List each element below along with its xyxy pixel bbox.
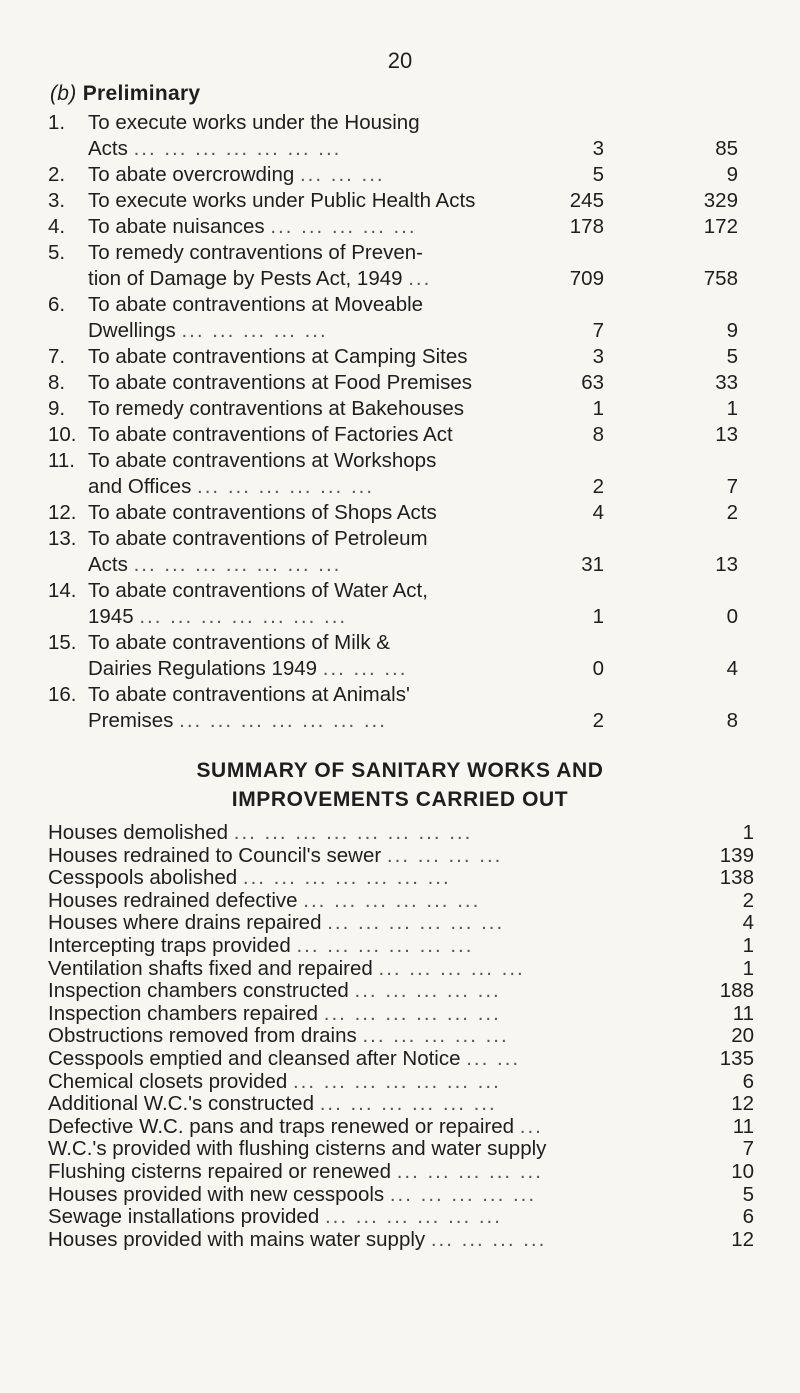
preliminary-item xyxy=(48,292,748,344)
item-description-line xyxy=(88,136,528,162)
summary-row xyxy=(48,822,754,845)
preliminary-item xyxy=(48,396,748,422)
item-description-line xyxy=(88,422,528,448)
item-value-second: 33 xyxy=(715,371,738,394)
summary-label xyxy=(48,935,698,958)
summary-label xyxy=(48,1003,698,1026)
preliminary-item xyxy=(48,682,748,734)
item-value-first: 4 xyxy=(592,501,604,524)
summary-row xyxy=(48,1229,754,1252)
summary-heading-line1: SUMMARY OF SANITARY WORKS AND xyxy=(196,759,604,782)
summary-value: 6 xyxy=(742,1069,754,1093)
summary-value: 12 xyxy=(731,1092,754,1116)
item-description xyxy=(88,162,528,188)
summary-label xyxy=(48,1161,698,1184)
item-description-text: tion of Damage by Pests Act, 1949 xyxy=(88,267,403,290)
item-description-text: Premises xyxy=(88,709,174,732)
item-description-text: To remedy contraventions of Preven- xyxy=(88,241,423,264)
leader-dots: ... ... ... ... ... ... ... xyxy=(139,605,348,628)
item-value-second: 329 xyxy=(703,189,738,212)
summary-label-text: Ventilation shafts fixed and repaired xyxy=(48,957,373,980)
item-description-line xyxy=(88,396,528,422)
leader-dots: ... ... ... ... ... ... xyxy=(303,889,481,912)
summary-label xyxy=(48,912,698,935)
summary-row xyxy=(48,935,754,958)
item-description-text: To abate contraventions of Factories Act xyxy=(88,423,453,446)
leader-dots: ... ... ... ... ... xyxy=(270,215,417,238)
item-value-second: 7 xyxy=(726,475,738,498)
item-value-first: 0 xyxy=(592,657,604,680)
item-value-second: 9 xyxy=(726,319,738,342)
item-number: 5. xyxy=(48,241,66,264)
summary-value: 1 xyxy=(742,956,754,980)
item-description-text: Acts xyxy=(88,137,128,160)
summary-heading xyxy=(0,756,800,814)
summary-value: 10 xyxy=(731,1159,754,1183)
preliminary-item xyxy=(48,422,748,448)
item-value-first: 8 xyxy=(592,423,604,446)
item-description-text: To execute works under Public Health Acts xyxy=(88,189,476,212)
preliminary-item xyxy=(48,110,748,162)
leader-dots: ... ... ... ... ... xyxy=(389,1183,537,1206)
summary-row xyxy=(48,1161,754,1184)
item-value-second: 1 xyxy=(726,397,738,420)
item-description-line xyxy=(88,188,528,214)
item-description-text: To abate contraventions at Workshops xyxy=(88,449,437,472)
preliminary-item xyxy=(48,214,748,240)
summary-label-text: Houses redrained defective xyxy=(48,889,298,912)
item-number: 4. xyxy=(48,215,66,238)
item-value-first: 5 xyxy=(592,163,604,186)
item-number: 11. xyxy=(48,449,75,472)
summary-row xyxy=(48,1184,754,1207)
leader-dots: ... ... ... ... ... xyxy=(396,1160,543,1183)
item-description-line xyxy=(88,162,528,188)
summary-label xyxy=(48,1229,698,1252)
item-value-first: 178 xyxy=(569,215,604,238)
summary-label xyxy=(48,1116,698,1139)
item-description xyxy=(88,396,528,422)
summary-row xyxy=(48,867,754,890)
leader-dots: ... ... ... ... ... ... ... xyxy=(133,553,342,576)
item-description-line xyxy=(88,708,528,734)
leader-dots: ... ... ... ... ... xyxy=(181,319,328,342)
summary-label xyxy=(48,845,698,868)
summary-value: 12 xyxy=(731,1227,754,1251)
item-description-line xyxy=(88,630,528,656)
summary-label-text: Obstructions removed from drains xyxy=(48,1025,357,1048)
preliminary-item xyxy=(48,578,748,630)
leader-dots: ... ... ... ... ... ... xyxy=(327,912,505,935)
item-description-text: To abate contraventions at Food Premises xyxy=(88,371,473,394)
item-description-line xyxy=(88,604,528,630)
item-value-first: 3 xyxy=(592,137,604,160)
item-number: 16. xyxy=(48,683,77,706)
item-description-line xyxy=(88,214,528,240)
leader-dots: ... ... ... ... ... ... ... xyxy=(242,867,451,890)
item-description-line xyxy=(88,110,528,136)
leader-dots: ... ... ... ... ... ... xyxy=(296,934,474,957)
leader-dots: ... ... ... ... ... ... ... xyxy=(179,709,387,732)
summary-label-text: Houses where drains repaired xyxy=(48,912,322,935)
summary-label-text: Cesspools emptied and cleansed after Notice xyxy=(48,1047,461,1070)
leader-dots: ... ... ... ... xyxy=(386,844,503,867)
item-description-line xyxy=(88,370,528,396)
item-description-text: To abate nuisances xyxy=(88,215,265,238)
page-number: 20 xyxy=(387,48,413,73)
summary-list xyxy=(48,822,754,1251)
summary-label-text: Inspection chambers repaired xyxy=(48,1002,319,1025)
item-value-second: 4 xyxy=(726,657,738,680)
item-description xyxy=(88,422,528,448)
leader-dots: ... ... ... ... ... ... xyxy=(323,1002,501,1025)
item-value-second: 9 xyxy=(726,163,738,186)
summary-row xyxy=(48,1071,754,1094)
item-description-line xyxy=(88,682,528,708)
leader-dots: ... ... xyxy=(466,1047,521,1070)
summary-label-text: W.C.'s provided with flushing cisterns and water supply xyxy=(48,1138,547,1161)
item-value-first: 1 xyxy=(592,605,604,628)
summary-row xyxy=(48,1206,754,1229)
item-description-text: and Offices xyxy=(88,475,192,498)
summary-label-text: Houses provided with mains water supply xyxy=(48,1228,426,1251)
item-description-text: Dwellings xyxy=(88,319,176,342)
leader-dots: ... ... ... xyxy=(299,163,385,186)
preliminary-item xyxy=(48,162,748,188)
preliminary-item xyxy=(48,344,748,370)
item-description xyxy=(88,578,528,630)
item-value-first: 7 xyxy=(592,319,604,342)
summary-label-text: Flushing cisterns repaired or renewed xyxy=(48,1160,391,1183)
item-description xyxy=(88,110,528,162)
summary-label xyxy=(48,822,698,845)
summary-value: 11 xyxy=(732,1001,754,1025)
item-description-text: To remedy contraventions at Bakehouses xyxy=(88,397,465,420)
summary-label xyxy=(48,958,698,981)
item-description xyxy=(88,682,528,734)
item-value-first: 2 xyxy=(592,475,604,498)
summary-value: 5 xyxy=(742,1182,754,1206)
summary-row xyxy=(48,1093,754,1116)
item-value-first: 2 xyxy=(592,709,604,732)
item-description-line xyxy=(88,656,528,682)
item-description-text: Dairies Regulations 1949 xyxy=(88,657,318,680)
summary-value: 20 xyxy=(731,1024,754,1048)
item-number: 15. xyxy=(48,631,77,654)
preliminary-item xyxy=(48,448,748,500)
summary-row xyxy=(48,980,754,1003)
item-description-text: To abate contraventions of Shops Acts xyxy=(88,501,437,524)
item-number: 12. xyxy=(48,501,77,524)
item-value-second: 0 xyxy=(726,605,738,628)
summary-label xyxy=(48,1206,698,1229)
summary-value: 1 xyxy=(742,933,754,957)
leader-dots: ... ... ... ... ... ... xyxy=(319,1093,497,1116)
item-description xyxy=(88,240,528,292)
item-description xyxy=(88,500,528,526)
summary-value: 2 xyxy=(742,888,754,912)
summary-label xyxy=(48,1048,698,1071)
summary-value: 1 xyxy=(742,821,754,844)
section-letter: (b) xyxy=(50,82,77,105)
summary-label xyxy=(48,1138,698,1161)
item-value-second: 8 xyxy=(726,709,738,732)
summary-row xyxy=(48,1003,754,1026)
item-number: 3. xyxy=(48,189,66,212)
summary-row xyxy=(48,912,754,935)
summary-value: 4 xyxy=(742,911,754,935)
item-description-text: To execute works under the Housing xyxy=(88,111,420,134)
item-description-line xyxy=(88,318,528,344)
item-number: 6. xyxy=(48,293,66,316)
item-description xyxy=(88,344,528,370)
item-description-text: To abate contraventions at Moveable xyxy=(88,293,424,316)
item-value-first: 1 xyxy=(592,397,604,420)
item-value-second: 5 xyxy=(726,345,738,368)
item-description-text: To abate contraventions at Camping Sites xyxy=(88,345,468,368)
summary-label-text: Defective W.C. pans and traps renewed or repaired xyxy=(48,1115,515,1138)
leader-dots: ... ... ... xyxy=(322,657,408,680)
item-value-second: 172 xyxy=(703,215,738,238)
preliminary-item xyxy=(48,526,748,578)
summary-label xyxy=(48,1071,698,1094)
item-description-line xyxy=(88,500,528,526)
summary-label xyxy=(48,1184,698,1207)
item-number: 7. xyxy=(48,345,66,368)
summary-label-text: Chemical closets provided xyxy=(48,1070,288,1093)
summary-label-text: Houses provided with new cesspools xyxy=(48,1183,385,1206)
item-description-text: 1945 xyxy=(88,605,134,628)
summary-value: 138 xyxy=(719,866,754,890)
item-value-first: 245 xyxy=(569,189,604,212)
item-description-text: To abate contraventions of Milk & xyxy=(88,631,390,654)
summary-value: 135 xyxy=(719,1046,754,1070)
section-title xyxy=(50,82,200,106)
summary-label xyxy=(48,867,698,890)
summary-heading-line2: IMPROVEMENTS CARRIED OUT xyxy=(231,788,569,811)
leader-dots: ... ... ... ... ... ... xyxy=(324,1206,502,1229)
item-number: 1. xyxy=(48,111,66,134)
item-description-line xyxy=(88,474,528,500)
item-value-second: 758 xyxy=(703,267,738,290)
item-description xyxy=(88,292,528,344)
summary-label-text: Sewage installations provided xyxy=(48,1206,320,1229)
item-number: 2. xyxy=(48,163,66,186)
item-number: 9. xyxy=(48,397,66,420)
leader-dots: ... ... ... ... ... ... ... ... xyxy=(233,822,473,844)
item-value-first: 63 xyxy=(581,371,604,394)
preliminary-item xyxy=(48,370,748,396)
item-value-first: 709 xyxy=(569,267,604,290)
item-description xyxy=(88,370,528,396)
item-value-second: 13 xyxy=(715,423,738,446)
leader-dots: ... ... ... ... ... xyxy=(354,980,501,1003)
item-number: 10. xyxy=(48,423,77,446)
section-title-text: Preliminary xyxy=(82,82,201,105)
summary-row xyxy=(48,1048,754,1071)
item-number: 14. xyxy=(48,579,77,602)
preliminary-item xyxy=(48,188,748,214)
item-value-first: 3 xyxy=(592,345,604,368)
leader-dots: ... xyxy=(519,1115,543,1138)
item-description-line xyxy=(88,292,528,318)
summary-value: 188 xyxy=(719,979,754,1003)
leader-dots: ... ... ... ... ... ... ... xyxy=(292,1070,501,1093)
summary-value: 139 xyxy=(719,843,754,867)
leader-dots: ... ... ... ... xyxy=(430,1228,547,1251)
summary-label xyxy=(48,980,698,1003)
item-description-line xyxy=(88,448,528,474)
summary-label-text: Cesspools abolished xyxy=(48,867,238,890)
summary-row xyxy=(48,890,754,913)
summary-row xyxy=(48,1025,754,1048)
item-number: 13. xyxy=(48,527,77,550)
item-description-text: Acts xyxy=(88,553,128,576)
summary-label-text: Inspection chambers constructed xyxy=(48,980,349,1003)
leader-dots: ... ... ... ... ... ... xyxy=(197,475,375,498)
item-description-text: To abate contraventions of Petroleum xyxy=(88,527,428,550)
summary-label-text: Houses demolished xyxy=(48,822,229,844)
item-value-first: 31 xyxy=(581,553,604,576)
item-value-second: 13 xyxy=(715,553,738,576)
leader-dots: ... xyxy=(408,267,432,290)
summary-row xyxy=(48,1138,754,1161)
summary-row xyxy=(48,958,754,981)
item-description-text: To abate overcrowding xyxy=(88,163,295,186)
item-description xyxy=(88,214,528,240)
item-description-line xyxy=(88,578,528,604)
item-value-second: 85 xyxy=(715,137,738,160)
item-description-line xyxy=(88,240,528,266)
item-description xyxy=(88,630,528,682)
preliminary-item xyxy=(48,630,748,682)
item-description-text: To abate contraventions at Animals' xyxy=(88,683,410,706)
item-description xyxy=(88,448,528,500)
item-description-line xyxy=(88,344,528,370)
item-description-line xyxy=(88,266,528,292)
item-value-second: 2 xyxy=(726,501,738,524)
item-description xyxy=(88,188,528,214)
preliminary-item xyxy=(48,500,748,526)
summary-value: 11 xyxy=(732,1114,754,1138)
summary-label-text: Houses redrained to Council's sewer xyxy=(48,844,382,867)
item-number: 8. xyxy=(48,371,66,394)
summary-row xyxy=(48,1116,754,1139)
item-description-line xyxy=(88,526,528,552)
leader-dots: ... ... ... ... ... ... ... xyxy=(133,137,342,160)
summary-value: 7 xyxy=(742,1137,754,1161)
item-description xyxy=(88,526,528,578)
summary-label xyxy=(48,890,698,913)
summary-value: 6 xyxy=(742,1205,754,1229)
preliminary-item xyxy=(48,240,748,292)
item-description-line xyxy=(88,552,528,578)
leader-dots: ... ... ... ... ... xyxy=(378,957,525,980)
summary-label-text: Intercepting traps provided xyxy=(48,934,291,957)
leader-dots: ... ... ... ... ... xyxy=(362,1025,509,1048)
summary-row xyxy=(48,845,754,868)
summary-label-text: Additional W.C.'s constructed xyxy=(48,1093,314,1116)
item-description-text: To abate contraventions of Water Act, xyxy=(88,579,428,602)
summary-label xyxy=(48,1025,698,1048)
summary-label xyxy=(48,1093,698,1116)
